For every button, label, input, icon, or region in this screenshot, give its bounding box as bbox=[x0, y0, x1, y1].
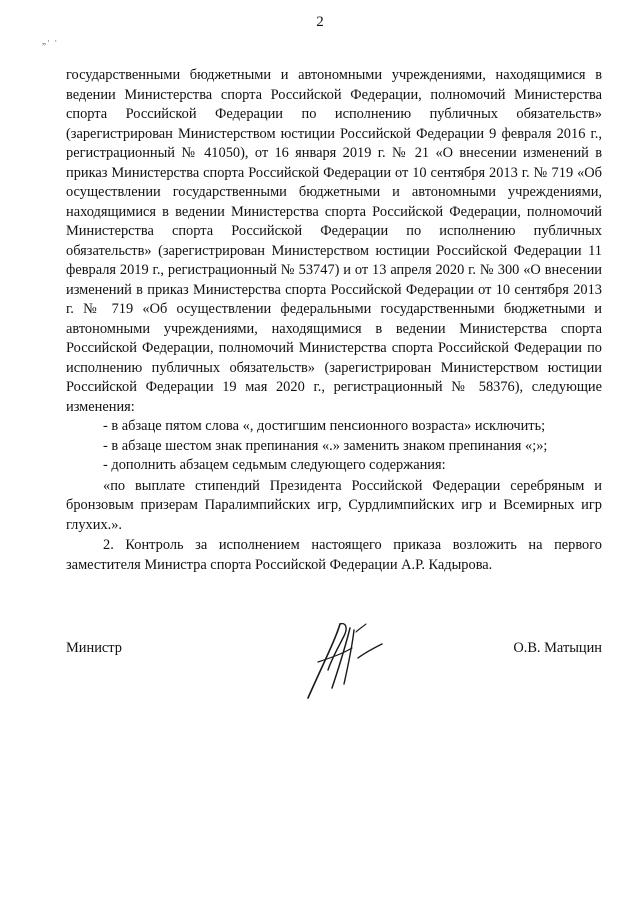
amendment-item-2: - в абзаце шестом знак препинания «.» заменить знаком препинания «;»; bbox=[103, 437, 548, 454]
signatory-name: О.В. Матыцин bbox=[513, 640, 602, 656]
page-number: 2 bbox=[316, 14, 324, 30]
scan-artifact: „· · bbox=[42, 36, 59, 46]
amendment-item-3: - дополнить абзацем седьмым следующего содержания: bbox=[103, 457, 446, 473]
signature-block bbox=[66, 640, 602, 720]
paragraph-control: 2. Контроль за исполнением настоящего приказа возложить на первого заместителя Министра спорта Российской Федерации А.Р. Кадырова. bbox=[66, 537, 602, 573]
amendment-item-1: - в абзаце пятом слова «, достигшим пенсионного возраста» исключить; bbox=[103, 418, 546, 434]
handwritten-signature bbox=[288, 618, 398, 702]
paragraph-continuation: государственными бюджетными и автономными учреждениями, находящимися в ведении Министерства спорта Российской Федерации, полномочий Министерства спорта Российской Федерации по исполнению публичных обязательств» (зарегистрирован Министерством юстиции Российской Федерации 9 февраля 2016 г., регистрационный № 41050), от 16 января 2019 г. № 21 «О внесении изменений в приказ Министерства спорта Российской Федерации от 10 сентября 2013 г. № 719 «Об осуществлении государственными бюджетными и автономными учреждениями, находящимися в ведении Министерства спорта Российской Федерации, полномочий Министерства спорта Российской Федерации по исполнению публичных обязательств» (зарегистрирован Министерством юстиции Российской Федерации 11 февраля 2019 г., регистрационный № 53747) и от 13 апреля 2020 г. № 300 «О внесении изменений в приказ Министерства спорта Российской Федерации от 10 сентября 2013 г. № 719 «Об осуществлении федеральными государственными бюджетными и автономными учреждениями, находящимися в ведении Министерства спорта Российской Федерации, полномочий Министерства спорта Российской Федерации по исполнению публичных обязательств» (зарегистрирован Министерством юстиции Российской Федерации 19 мая 2020 г., регистрационный № 58376), следующие изменения: bbox=[66, 67, 602, 415]
document-body bbox=[66, 66, 602, 575]
signatory-title: Министр bbox=[66, 640, 122, 656]
amendment-new-paragraph: «по выплате стипендий Президента Российской Федерации серебряным и бронзовым призерам Паралимпийских игр, Сурдлимпийских игр и Всемирных игр глухих.». bbox=[66, 477, 602, 533]
